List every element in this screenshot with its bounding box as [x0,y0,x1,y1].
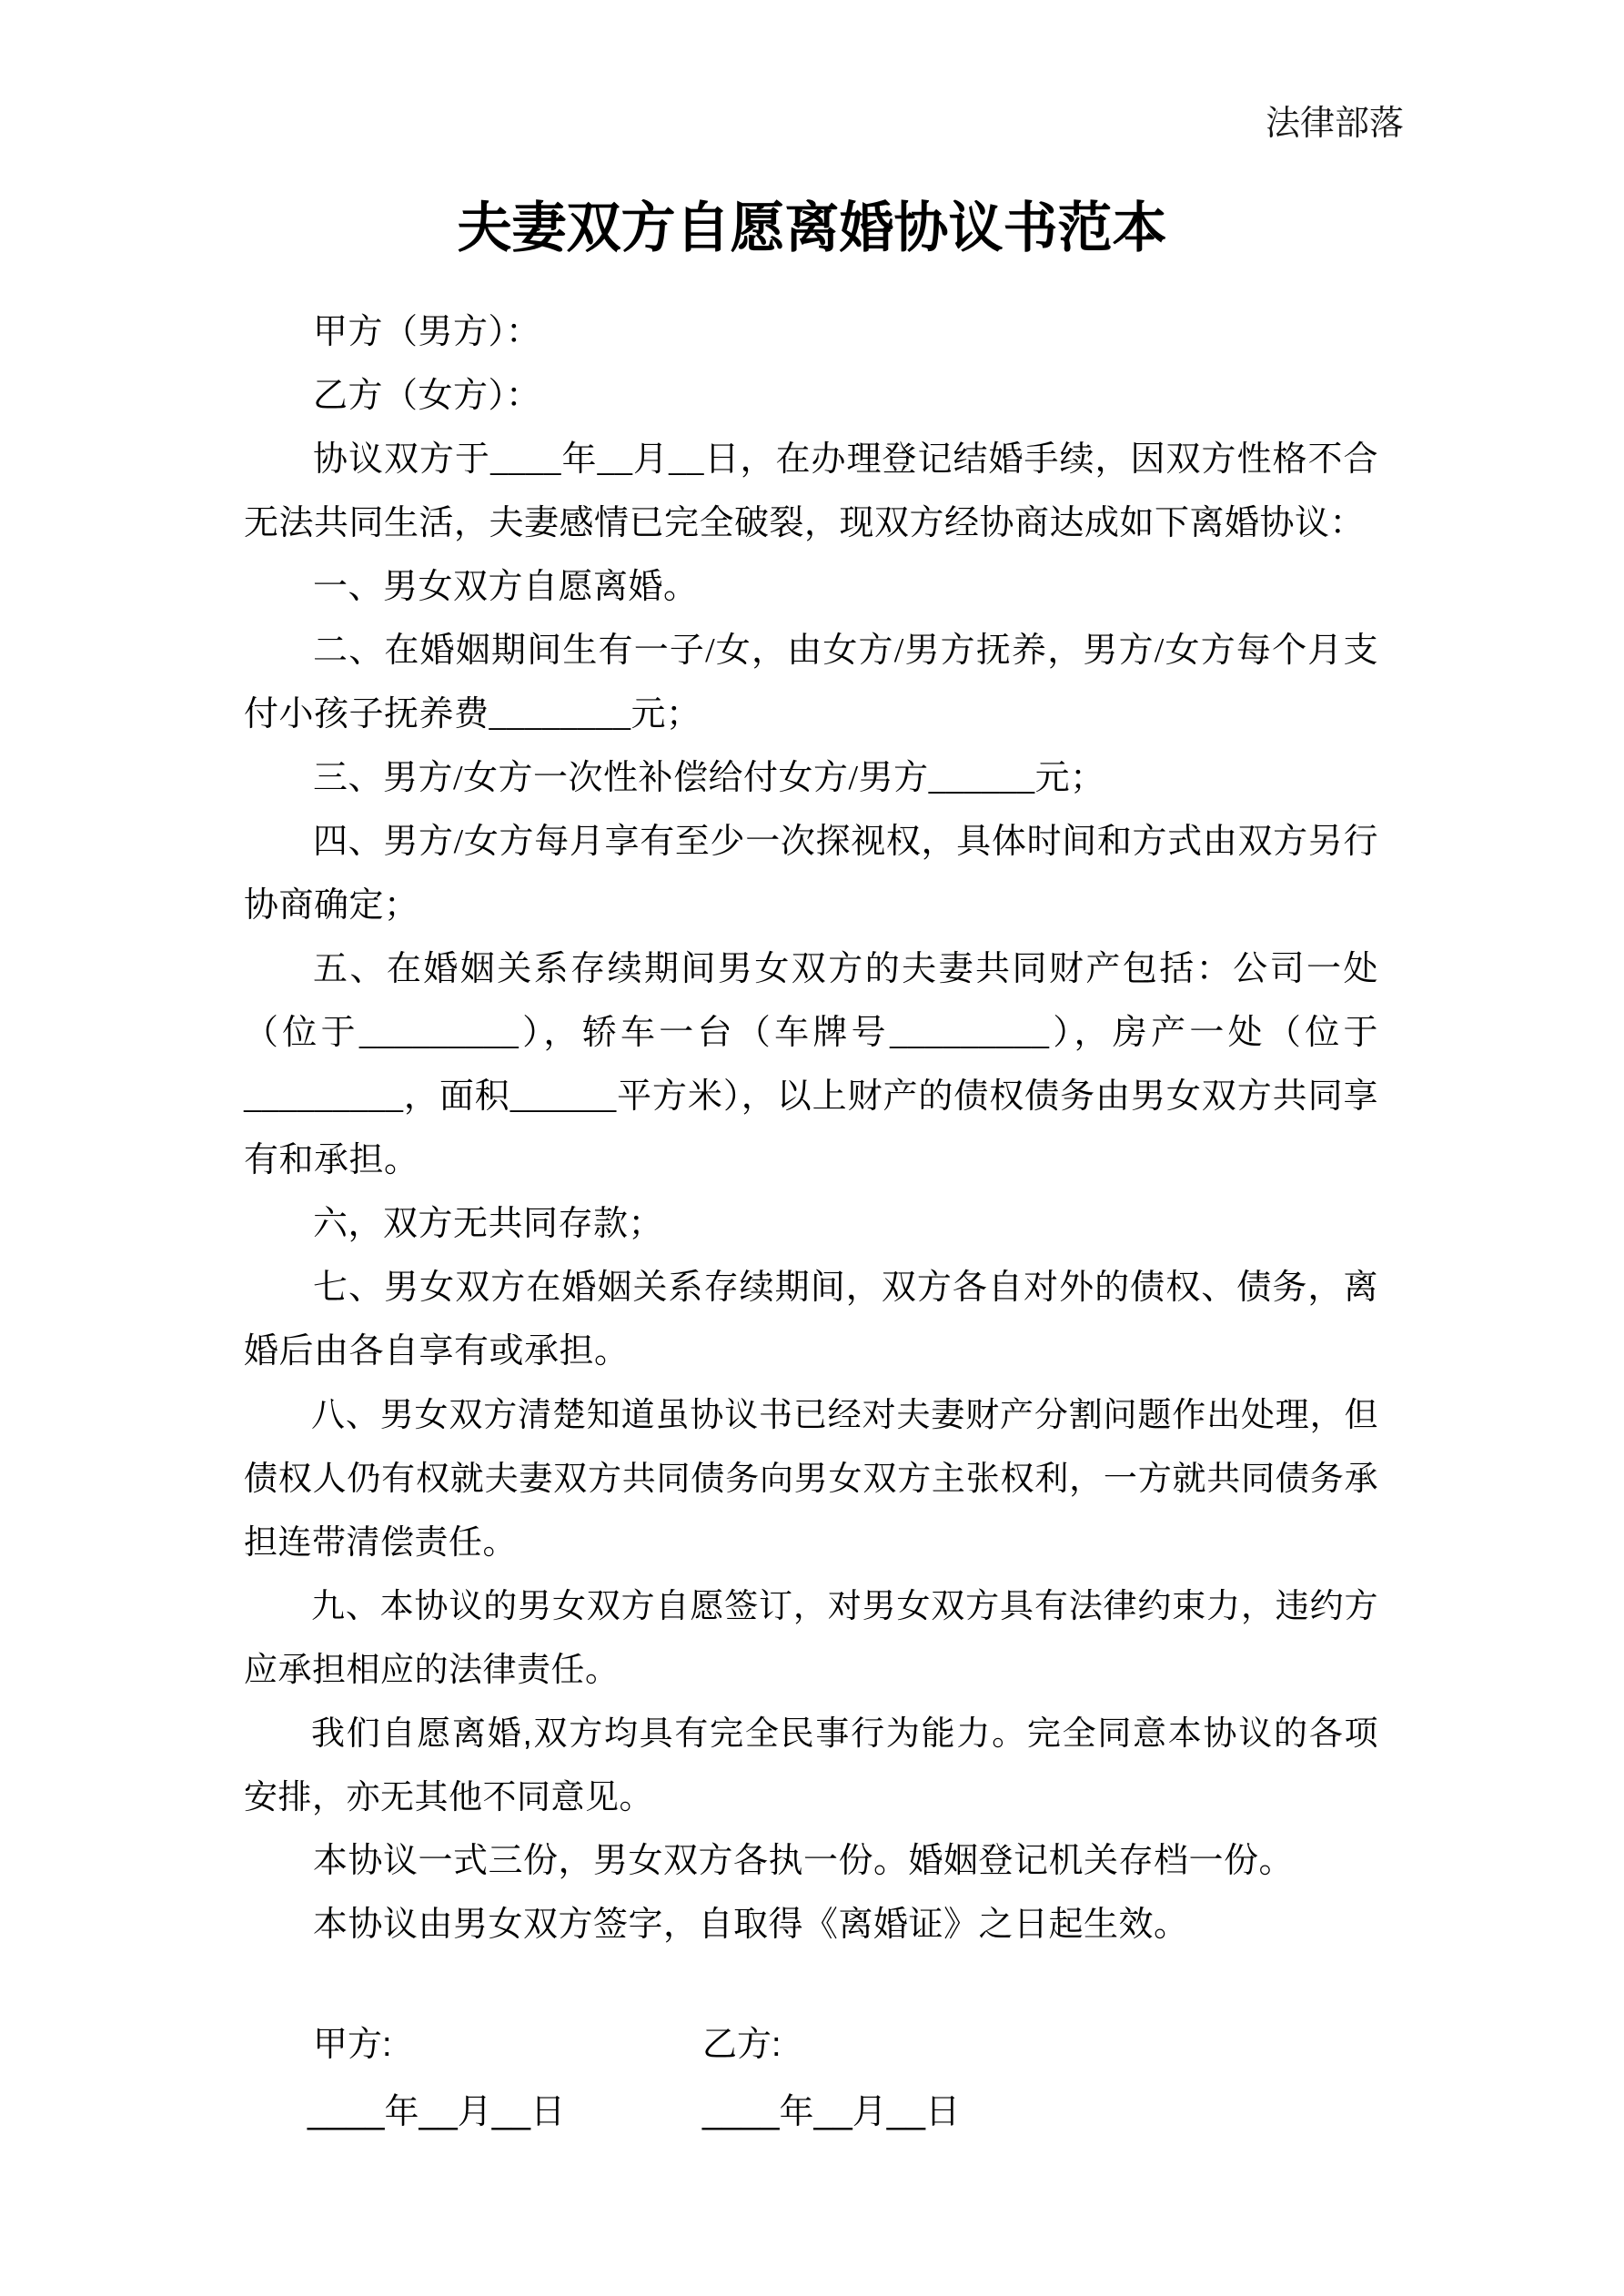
copies-statement: 本协议一式三份，男女双方各执一份。婚姻登记机关存档一份。 [313,1842,1295,1880]
party-a-line: 甲方（男方）： [313,313,541,351]
intro-paragraph: 协议双方于____年__月__日，在办理登记结婚手续，因双方性格不合无法共同生活，夫妻感情已完全破裂，现双方经协商达成如下离婚协议： [244,440,1378,542]
signature-date-b: ____年__月__日 [702,2093,961,2131]
voluntary-statement: 我们自愿离婚,双方均具有完全民事行为能力。完全同意本协议的各项安排，亦无其他不同意见。 [244,1714,1378,1816]
document-title: 夫妻双方自愿离婚协议书范本 [457,198,1167,258]
clause-5: 五、在婚姻关系存续期间男女双方的夫妻共同财产包括：公司一处（位于_________），轿车一台（车牌号_________），房产一处（位于_________，面积______平方米），以上财产的债权债务由男女双方共同享有和承担。 [244,950,1378,1179]
clause-4: 四、男方/女方每月享有至少一次探视权，具体时间和方式由双方另行协商确定； [244,823,1378,925]
clause-3: 三、男方/女方一次性补偿给付女方/男方______元； [313,759,1105,797]
signature-party-b: 乙方: [702,2026,782,2064]
effective-statement: 本协议由男女双方签字，自取得《离婚证》之日起生效。 [313,1906,1189,1944]
signature-dates-row [244,2080,1378,2144]
signature-party-a: 甲方: [313,2026,392,2064]
signature-labels-row [244,2013,1378,2077]
clause-8: 八、男女双方清楚知道虽协议书已经对夫妻财产分割问题作出处理，但债权人仍有权就夫妻双方共同债务向男女双方主张权利，一方就共同债务承担连带清偿责任。 [244,1396,1378,1561]
party-b-line: 乙方（女方）： [313,377,541,415]
clause-2: 二、在婚姻期间生有一子/女，由女方/男方抚养，男方/女方每个月支付小孩子抚养费________元； [244,632,1378,733]
clause-9: 九、本协议的男女双方自愿签订，对男女双方具有法律约束力，违约方应承担相应的法律责任。 [244,1587,1378,1688]
document-body [244,300,1378,2144]
clause-1: 一、男女双方自愿离婚。 [313,568,699,606]
signature-block [244,2013,1378,2144]
signature-date-a: ____年__月__日 [308,2093,566,2131]
clause-7: 七、男女双方在婚姻关系存续期间，双方各自对外的债权、债务，离婚后由各自享有或承担。 [244,1269,1378,1371]
clause-6: 六，双方无共同存款； [313,1205,664,1243]
site-watermark: 法律部落 [1265,105,1404,143]
